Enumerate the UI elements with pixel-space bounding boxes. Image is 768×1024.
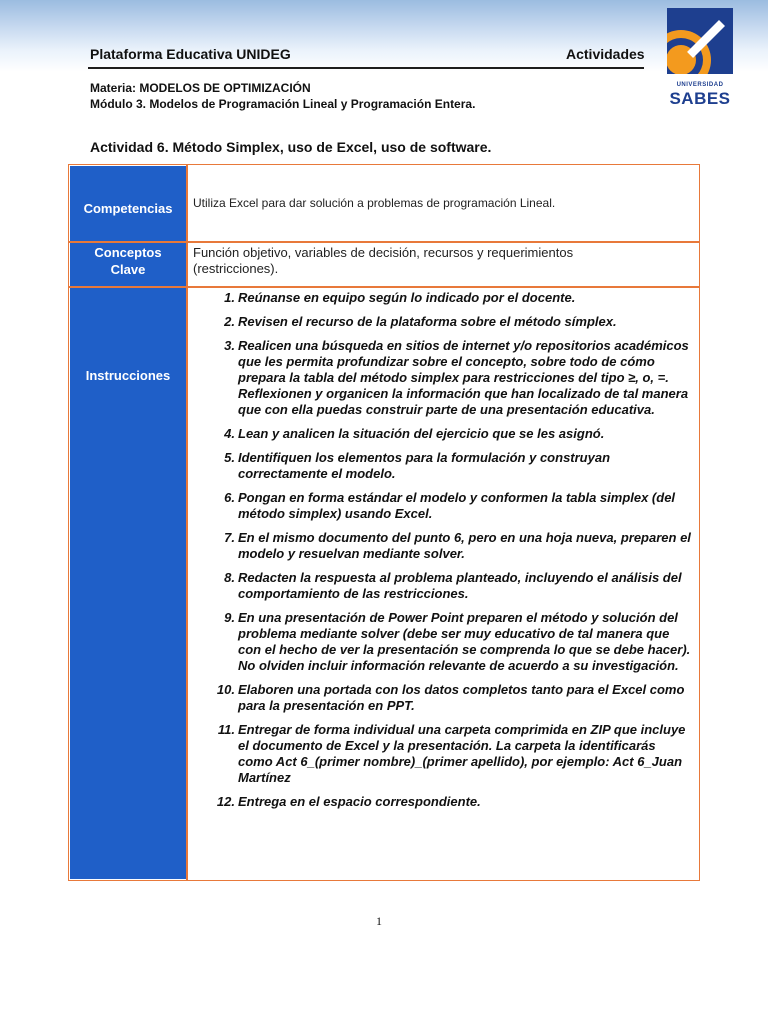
row-divider <box>69 286 699 288</box>
item-number: 10. <box>216 682 235 697</box>
list-item <box>203 722 693 786</box>
conceptos-text: Función objetivo, variables de decisión, recursos y requerimientos (restricciones). <box>193 245 574 276</box>
item-text: Identifiquen los elementos para la formulación y construyan correctamente el modelo. <box>238 450 611 481</box>
item-number: 5. <box>224 450 235 465</box>
label-instrucciones: Instrucciones <box>85 368 171 383</box>
item-number: 4. <box>224 426 235 441</box>
university-logo <box>660 4 740 108</box>
page-number: 1 <box>376 914 382 928</box>
item-text: En una presentación de Power Point preparen el método y solución del problema mediante solver (debe ser muy educativo de tal manera que con el hecho de ver la presentación se comprenda lo que se debe hacer). No olviden incluir información relevante de acuerdo a su investigación. <box>238 610 691 673</box>
item-number: 3. <box>224 338 235 353</box>
item-number: 7. <box>224 530 235 545</box>
list-item <box>203 682 693 714</box>
list-item <box>203 610 693 674</box>
list-item <box>203 570 693 602</box>
competencias-text: Utiliza Excel para dar solución a problemas de programación Lineal. <box>193 196 556 210</box>
module-line: Módulo 3. Modelos de Programación Lineal y Programación Entera. <box>90 97 476 111</box>
logo-university-text: UNIVERSIDAD <box>676 82 724 88</box>
item-text: Pongan en forma estándar el modelo y conformen la tabla simplex (del método simplex) usando Excel. <box>238 490 676 521</box>
item-number: 8. <box>224 570 235 585</box>
item-text: Revisen el recurso de la plataforma sobre el método símplex. <box>238 314 617 329</box>
list-item <box>203 314 693 330</box>
item-text: Lean y analicen la situación del ejercicio que se les asignó. <box>238 426 605 441</box>
platform-title: Plataforma Educativa UNIDEG <box>90 46 291 62</box>
list-item <box>203 794 693 810</box>
subject-line: Materia: MODELOS DE OPTIMIZACIÓN <box>90 81 311 95</box>
label-conceptos-clave: Conceptos Clave <box>94 245 162 277</box>
item-number: 6. <box>224 490 235 505</box>
item-number: 9. <box>224 610 235 625</box>
activity-table <box>68 164 700 881</box>
item-text: Entregar de forma individual una carpeta comprimida en ZIP que incluye el documento de Excel y la presentación. La carpeta la identificarás como Act 6_(primer nombre)_(primer apellido), por ejemplo: Act 6_Juan Martínez <box>238 722 686 785</box>
item-text: Realicen una búsqueda en sitios de internet y/o repositorios académicos que les permita profundizar sobre el concepto, sobre todo de cómo prepara la tabla del método simplex para restricciones del tipo ≥, o, =. Reflexionen y organicen la información que han localizado de tal manera que con ella puedas construir parte de una presentación educativa. <box>238 338 689 417</box>
item-number: 2. <box>224 314 235 329</box>
list-item <box>203 426 693 442</box>
label-competencias: Competencias <box>83 201 173 216</box>
list-item <box>203 530 693 562</box>
list-item <box>203 338 693 418</box>
item-text: Redacten la respuesta al problema planteado, incluyendo el análisis del comportamiento de las restricciones. <box>238 570 682 601</box>
item-number: 11. <box>217 722 235 737</box>
item-number: 12. <box>216 794 235 809</box>
pencil-sun-icon <box>667 8 733 74</box>
row-divider <box>69 241 699 243</box>
list-item <box>203 450 693 482</box>
logo-emblem <box>667 8 733 74</box>
list-item <box>203 290 693 306</box>
logo-name-text: SABES <box>669 89 731 108</box>
activity-title: Actividad 6. Método Simplex, uso de Excel, uso de software. <box>90 139 492 155</box>
header-divider <box>88 67 644 69</box>
instructions-list <box>203 290 693 818</box>
item-text: Entrega en el espacio correspondiente. <box>238 794 481 809</box>
list-item <box>203 490 693 522</box>
item-text: Elaboren una portada con los datos completos tanto para el Excel como para la presentación en PPT. <box>238 682 685 713</box>
item-text: En el mismo documento del punto 6, pero en una hoja nueva, preparen el modelo y resuelvan mediante solver. <box>238 530 691 561</box>
item-number: 1. <box>224 290 235 305</box>
section-title: Actividades <box>566 46 645 62</box>
item-text: Reúnanse en equipo según lo indicado por el docente. <box>238 290 576 305</box>
column-divider <box>186 165 188 880</box>
